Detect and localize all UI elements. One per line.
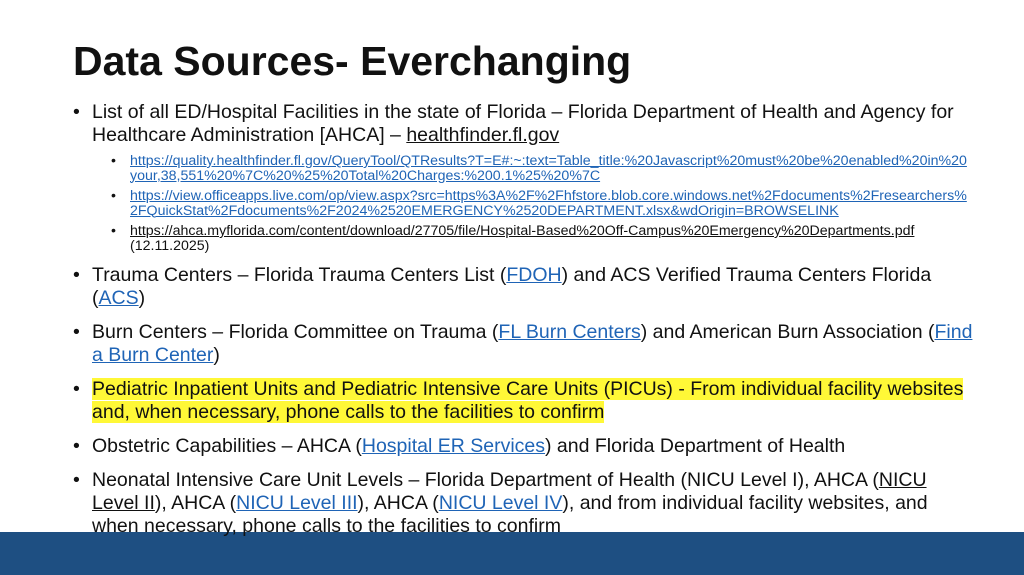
find-burn-center-link[interactable]: Find a Burn Center [92,321,973,366]
bullet-text: Trauma Centers – Florida Trauma Centers List ( [92,264,507,286]
bullet-text: ), AHCA ( [357,492,439,514]
bullet-text: ), and from individual facility websites, and when necessary, phone calls to the facilities to confirm [92,492,928,537]
sub-bullet-ahca-link-item [111,224,973,253]
hospital-er-services-link[interactable]: Hospital ER Services [361,435,546,457]
acs-link[interactable]: ACS [98,287,139,309]
nicu-level-3-link[interactable]: NICU Level III [236,492,358,514]
bullet-text: Obstetric Capabilities – AHCA ( [92,435,362,457]
bullet-text: ) [213,344,220,366]
ahca-pdf-link[interactable]: https://ahca.myflorida.com/content/download/27705/file/Hospital-Based%20Off-Campus%20Emergency%20Departments.pdf [130,223,915,239]
bullet-text: List of all ED/Hospital Facilities in the state of Florida – Florida Department of Health and Agency for Healthcare Administration [AHCA] – [92,101,954,146]
bullet-list [73,101,973,538]
bullet-text: ), AHCA ( [154,492,237,514]
bullet-text: ) [138,287,146,309]
bullet-text: ) and ACS Verified Trauma Centers Florida ( [92,264,932,309]
nicu-level-4-link[interactable]: NICU Level IV [438,492,563,514]
officeapps-link[interactable]: https://view.officeapps.live.com/op/view.aspx?src=https%3A%2F%2Fhfstore.blob.core.windows.net%2Fdocuments%2Fresearchers%2FQuickStat%2Fdocuments%2F2024%2520EMERGENCY%2520DEPARTMENT.xlsx&wdOrigin=BROWSELINK [130,188,967,219]
footer-band [0,532,1024,575]
bullet-nicu [73,469,973,538]
fl-burn-centers-link[interactable]: FL Burn Centers [498,321,641,343]
healthfinder-link[interactable]: healthfinder.fl.gov [406,124,560,146]
bullet-text: ) and American Burn Association ( [640,321,935,343]
bullet-text: Neonatal Intensive Care Unit Levels – Florida Department of Health (NICU Level I), AHCA ( [92,469,879,491]
bullet-text: Burn Centers – Florida Committee on Trauma ( [92,321,499,343]
highlighted-text: Pediatric Inpatient Units and Pediatric Intensive Care Units (PICUs) - From individual facility websites and, when necessary, phone calls to the facilities to confirm [92,378,964,423]
quality-query-link[interactable]: https://quality.healthfinder.fl.gov/QueryTool/QTResults?T=E#:~:text=Table_title:%20Javascript%20must%20be%20enabled%20in%20your,38,551%20%7C%20%25%20Total%20Charges:%200.1%25%20%7C [130,153,967,184]
bullet-trauma [73,264,973,310]
sub-bullet-list [92,154,973,253]
slide-title: Data Sources- Everchanging [73,38,632,84]
sub-bullet-officeapps-link-item [111,189,973,218]
bullet-burn [73,321,973,367]
bullet-text: ) and Florida Department of Health [545,435,846,457]
nicu-level-2-link[interactable]: NICU Level II [92,469,927,514]
fdoh-link[interactable]: FDOH [506,264,562,286]
sub-bullet-quality-link-item [111,154,973,183]
date-note: (12.11.2025) [130,237,210,254]
bullet-pediatric [73,378,973,424]
bullet-facilities [73,101,973,253]
bullet-obstetric [73,435,973,458]
